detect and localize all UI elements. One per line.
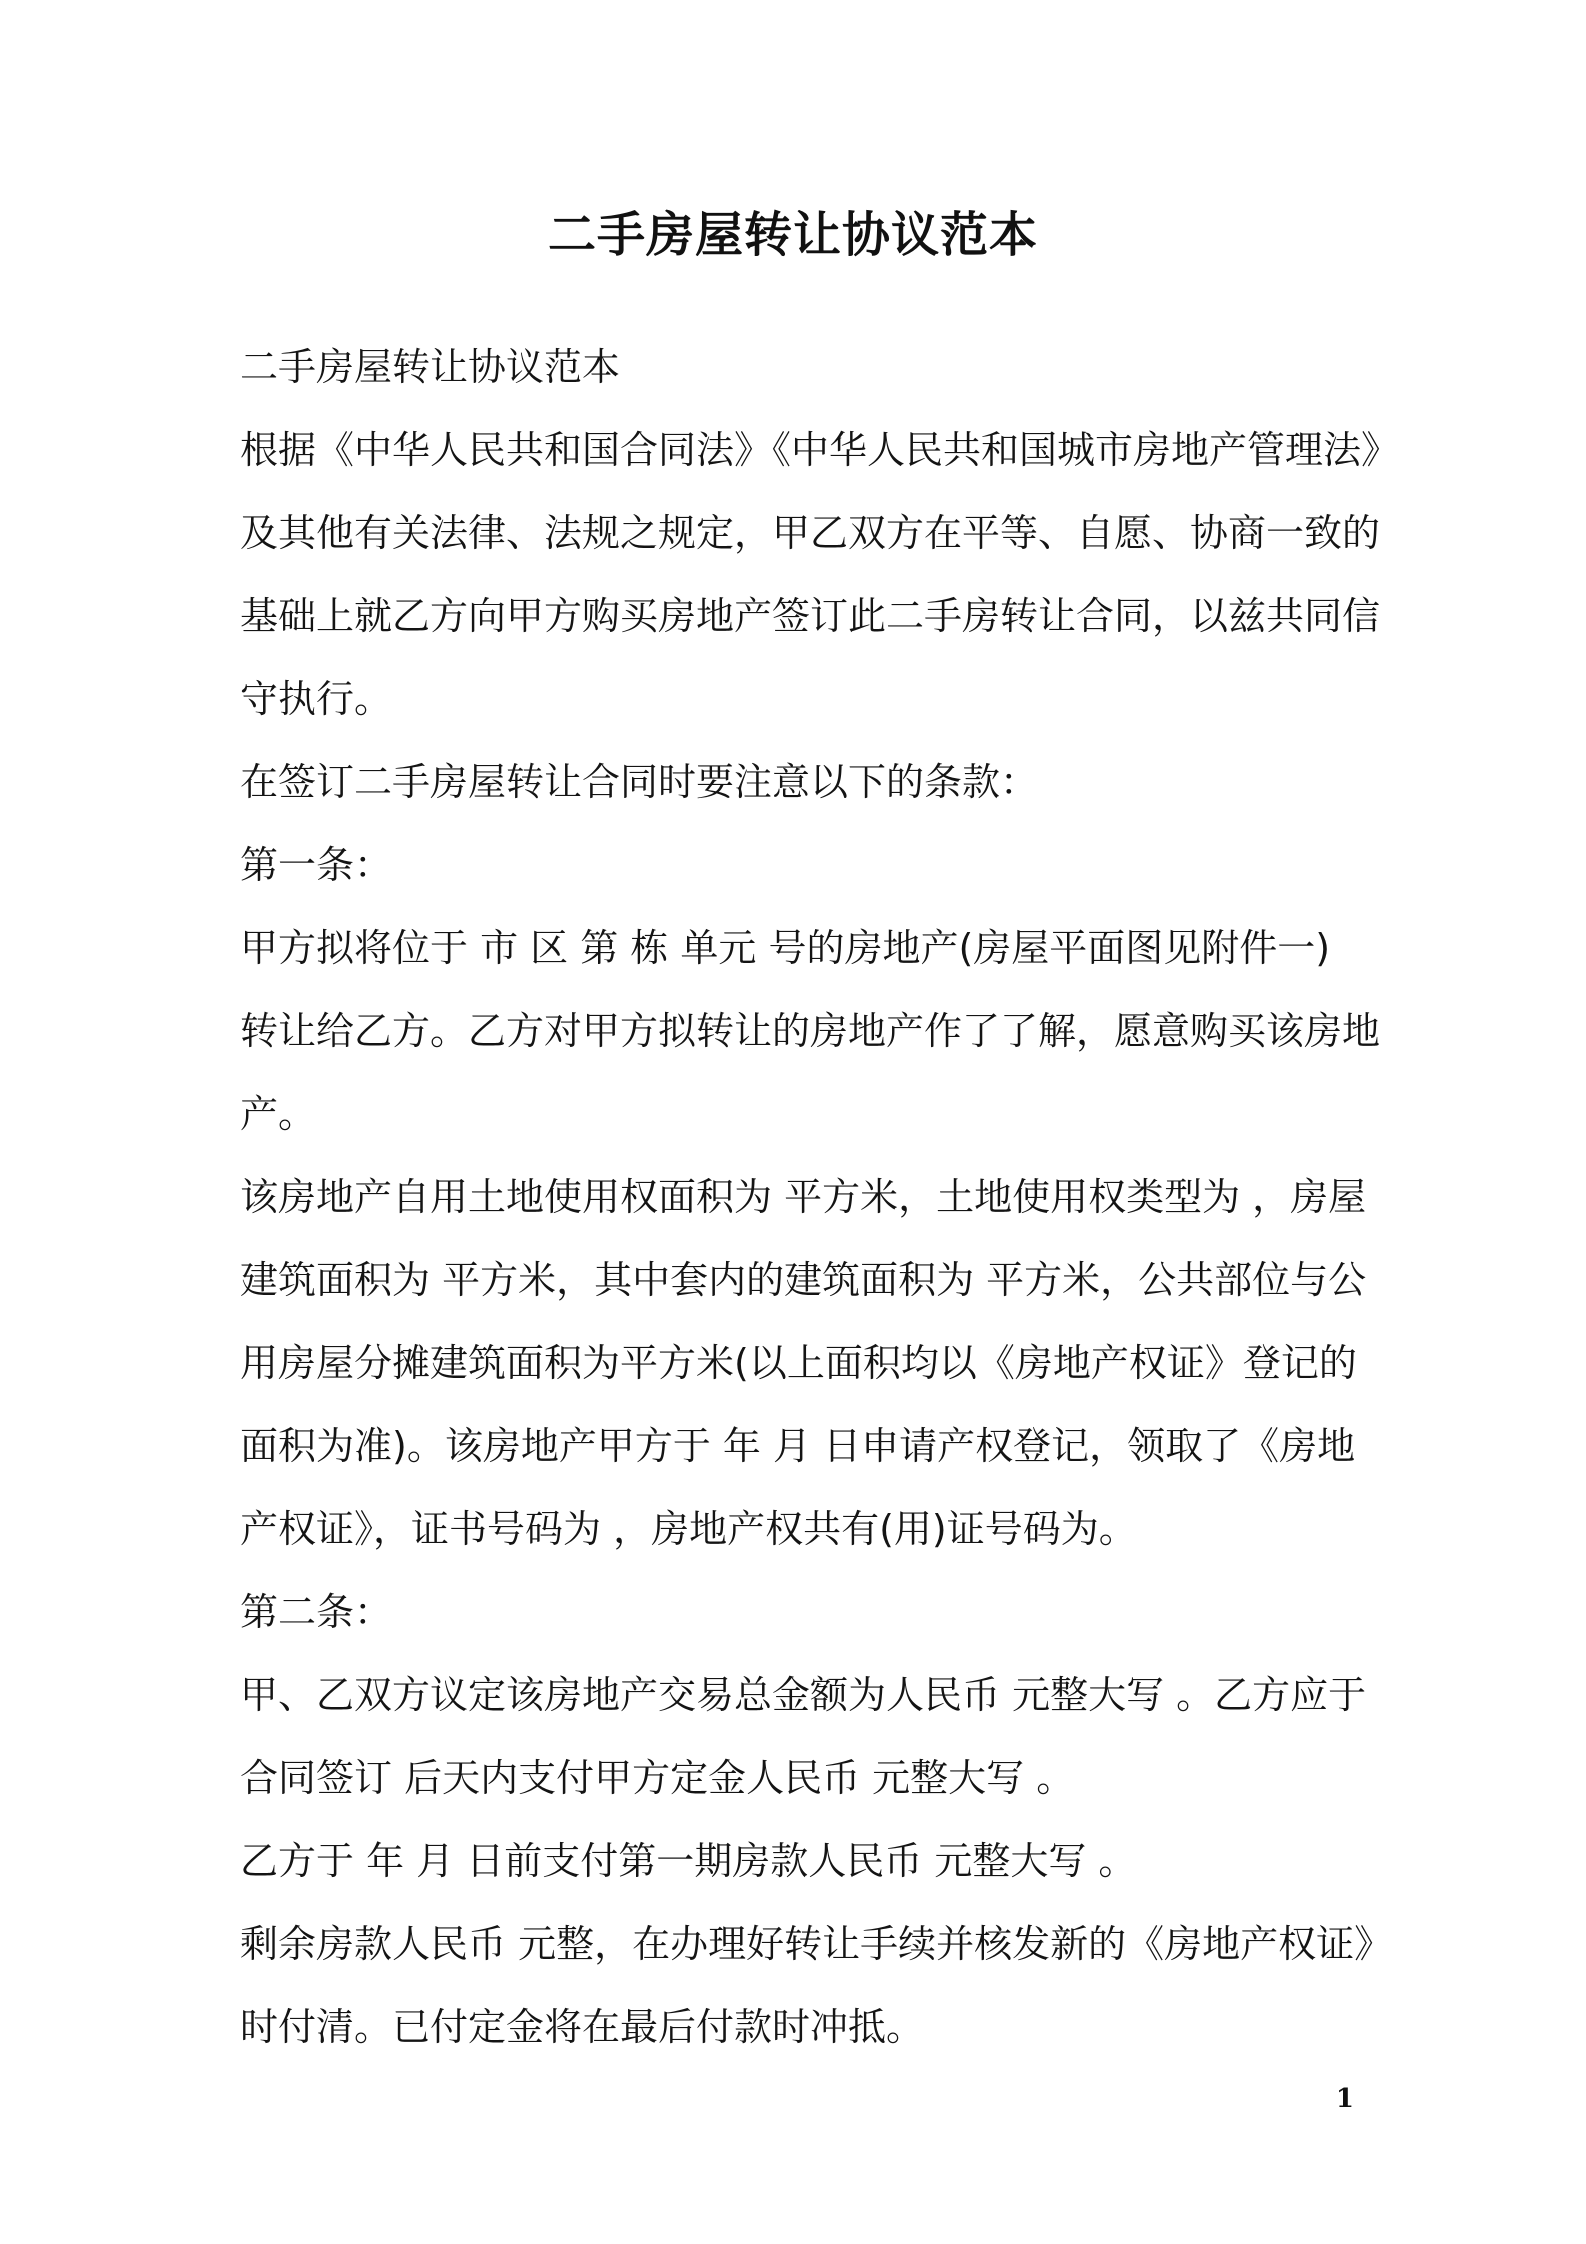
text-line: 在签订二手房屋转让合同时要注意以下的条款： <box>240 760 1039 804</box>
text-line: 产权证》，证书号码为 ，房地产权共有(用)证号码为。 <box>240 1507 1137 1551</box>
text-line: 转让给乙方。乙方对甲方拟转让的房地产作了了解，愿意购买该房地 <box>240 1009 1381 1053</box>
text-line: 面积为准)。该房地产甲方于 年 月 日申请产权登记，领取了《房地 <box>240 1424 1356 1468</box>
article-heading: 第二条： <box>240 1590 393 1634</box>
document-body <box>240 326 1400 2069</box>
text-line: 二手房屋转让协议范本 <box>240 345 621 389</box>
text-line: 根据《中华人民共和国合同法》《中华人民共和国城市房地产管理法》 <box>240 428 1400 472</box>
text-line: 及其他有关法律、法规之规定，甲乙双方在平等、自愿、协商一致的 <box>240 511 1381 555</box>
document-title: 二手房屋转让协议范本 <box>547 207 1038 263</box>
text-line: 该房地产自用土地使用权面积为 平方米，土地使用权类型为 ，房屋 <box>240 1175 1367 1219</box>
text-line: 时付清。已付定金将在最后付款时冲抵。 <box>240 2005 925 2049</box>
article-heading: 第一条： <box>240 843 393 887</box>
text-line: 甲方拟将位于 市 区 第 栋 单元 号的房地产(房屋平面图见附件一) <box>240 926 1331 970</box>
text-line: 用房屋分摊建筑面积为平方米(以上面积均以《房地产权证》登记的 <box>240 1341 1357 1385</box>
text-line: 产。 <box>240 1092 317 1136</box>
text-line: 乙方于 年 月 日前支付第一期房款人民币 元整大写 。 <box>240 1839 1137 1883</box>
text-line: 剩余房款人民币 元整，在办理好转让手续并核发新的《房地产权证》 <box>240 1922 1393 1966</box>
text-line: 基础上就乙方向甲方购买房地产签订此二手房转让合同，以兹共同信 <box>240 594 1381 638</box>
text-line: 合同签订 后天内支付甲方定金人民币 元整大写 。 <box>240 1756 1075 1800</box>
text-line: 甲、乙双方议定该房地产交易总金额为人民币 元整大写 。乙方应于 <box>240 1673 1367 1717</box>
text-line: 守执行。 <box>240 677 393 721</box>
page-number: 1 <box>1335 2084 1354 2114</box>
text-line: 建筑面积为 平方米，其中套内的建筑面积为 平方米，公共部位与公 <box>240 1258 1367 1302</box>
